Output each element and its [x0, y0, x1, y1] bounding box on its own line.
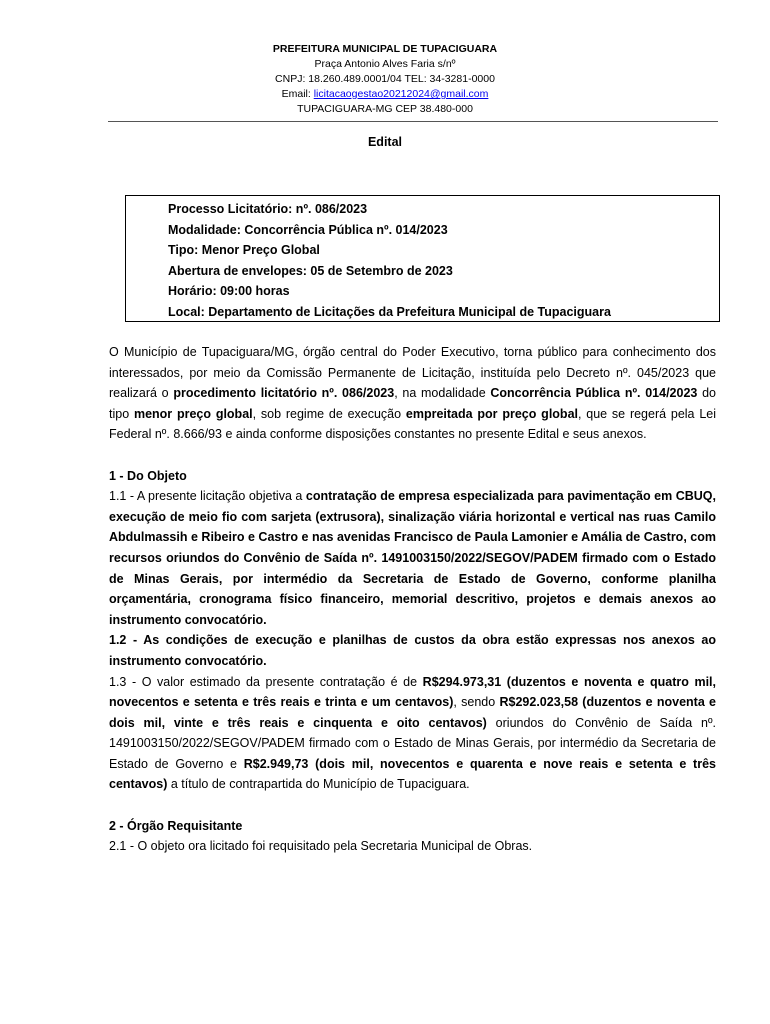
- process-info-box: [125, 195, 720, 322]
- intro-bold-4: empreitada por preço global: [405, 406, 578, 421]
- org-city-cep: TUPACIGUARA-MG CEP 38.480-000: [297, 103, 473, 115]
- modality: Modalidade: Concorrência Pública nº. 014/2023: [168, 222, 448, 237]
- intro-bold-3: menor preço global: [133, 406, 253, 421]
- org-cnpj-tel: CNPJ: 18.260.489.0001/04 TEL: 34-3281-0000: [275, 73, 495, 85]
- section-1-heading: [109, 466, 716, 487]
- intro-text-5: , que se regerá pela Lei Federal nº. 8.666/93 e ainda conforme disposições constantes no presente Edital e seus anexos.: [109, 406, 716, 442]
- clause-1-2: [109, 630, 716, 671]
- clause-1-3-bold-2: R$292.023,58 (duzentos e noventa e dois mil, vinte e três reais e cinquenta e oito centavos): [109, 695, 717, 730]
- intro-paragraph: [109, 342, 716, 445]
- org-email-line: [0, 87, 770, 102]
- clause-2-1: 2.1 - O objeto ora licitado foi requisitado pela Secretaria Municipal de Obras.: [109, 839, 533, 854]
- clause-1-1-text: 1.1 - A presente licitação objetiva a: [109, 489, 306, 504]
- intro-bold-1: procedimento licitatório nº. 086/2023: [173, 386, 395, 401]
- clause-1-1: [109, 486, 716, 630]
- clause-1-3-text-1: 1.3 - O valor estimado da presente contratação é de: [109, 674, 423, 689]
- intro-text-1: O Município de Tupaciguara/MG, órgão central do Poder Executivo, torna público para conhecimento dos interessados, por meio da Comissão Permanente de Licitação, instituída pelo Decreto nº. 045/2023 que realizará o: [109, 345, 716, 401]
- clause-1-3-text-3: oriundos do Convênio de Saída nº. 1491003150/2022/SEGOV/PADEM firmado com o Estado de Minas Gerais, por intermédio da Secretaria de Estado de Governo e: [109, 715, 716, 771]
- clause-1-3-bold-3: R$2.949,73 (dois mil, novecentos e quarenta e nove reais e setenta e três centavos): [109, 756, 716, 792]
- document-title: Edital: [367, 135, 403, 149]
- type: Tipo: Menor Preço Global: [168, 243, 320, 257]
- email-link[interactable]: licitacaogestao20212024@gmail.com: [313, 88, 489, 100]
- clause-1-3: [109, 672, 716, 796]
- section-1-heading-text: 1 - Do Objeto: [109, 468, 187, 483]
- intro-text-2: , na modalidade: [394, 386, 491, 401]
- intro-text-3: do tipo: [109, 386, 716, 421]
- intro-text-4: , sob regime de execução: [252, 406, 406, 421]
- location: Local: Departamento de Licitações da Prefeitura Municipal de Tupaciguara: [168, 304, 611, 319]
- clause-1-3-text-4: a título de contrapartida do Município de Tupaciguara.: [167, 777, 470, 792]
- org-address: Praça Antonio Alves Faria s/nº: [314, 58, 456, 70]
- clause-1-3-bold-1: R$294.973,31 (duzentos e noventa e quatro mil, novecentos e setenta e três reais e trinta e um centavos): [109, 674, 716, 710]
- clause-1-3-text-2: , sendo: [453, 695, 500, 710]
- opening-date: Abertura de envelopes: 05 de Setembro de 2023: [168, 263, 453, 278]
- opening-time: Horário: 09:00 horas: [168, 284, 290, 298]
- section-2-heading: [109, 816, 716, 837]
- process-number: Processo Licitatório: nº. 086/2023: [168, 202, 368, 216]
- letterhead: [0, 42, 770, 117]
- org-name: PREFEITURA MUNICIPAL DE TUPACIGUARA: [272, 43, 498, 55]
- email-label: Email:: [281, 88, 314, 100]
- document-body: [109, 342, 716, 857]
- intro-bold-2: Concorrência Pública nº. 014/2023: [490, 386, 698, 401]
- clause-1-1-bold: contratação de empresa especializada para pavimentação em CBUQ, execução de meio fio com sarjeta (extrusora), sinalização viária horizontal e vertical nas ruas Camilo Abdulmassih e Ribeiro e Castro e nas avenidas Francisco de Paula Lamonier e Amália de Castro, com recursos oriundos do Convênio de Saída nº. 1491003150/2022/SEGOV/PADEM firmado com o Estado de Minas Gerais, por intermédio da Secretaria de Estado de Governo, conforme planilha orçamentária, cronograma físico financeiro, memorial descritivo, projetos e demais anexos ao instrumento convocatório.: [109, 489, 716, 627]
- header-divider: [108, 121, 718, 122]
- section-2-heading-text: 2 - Órgão Requisitante: [109, 818, 243, 833]
- clause-1-2-bold: 1.2 - As condições de execução e planilhas de custos da obra estão expressas nos anexos ao instrumento convocatório.: [109, 633, 716, 668]
